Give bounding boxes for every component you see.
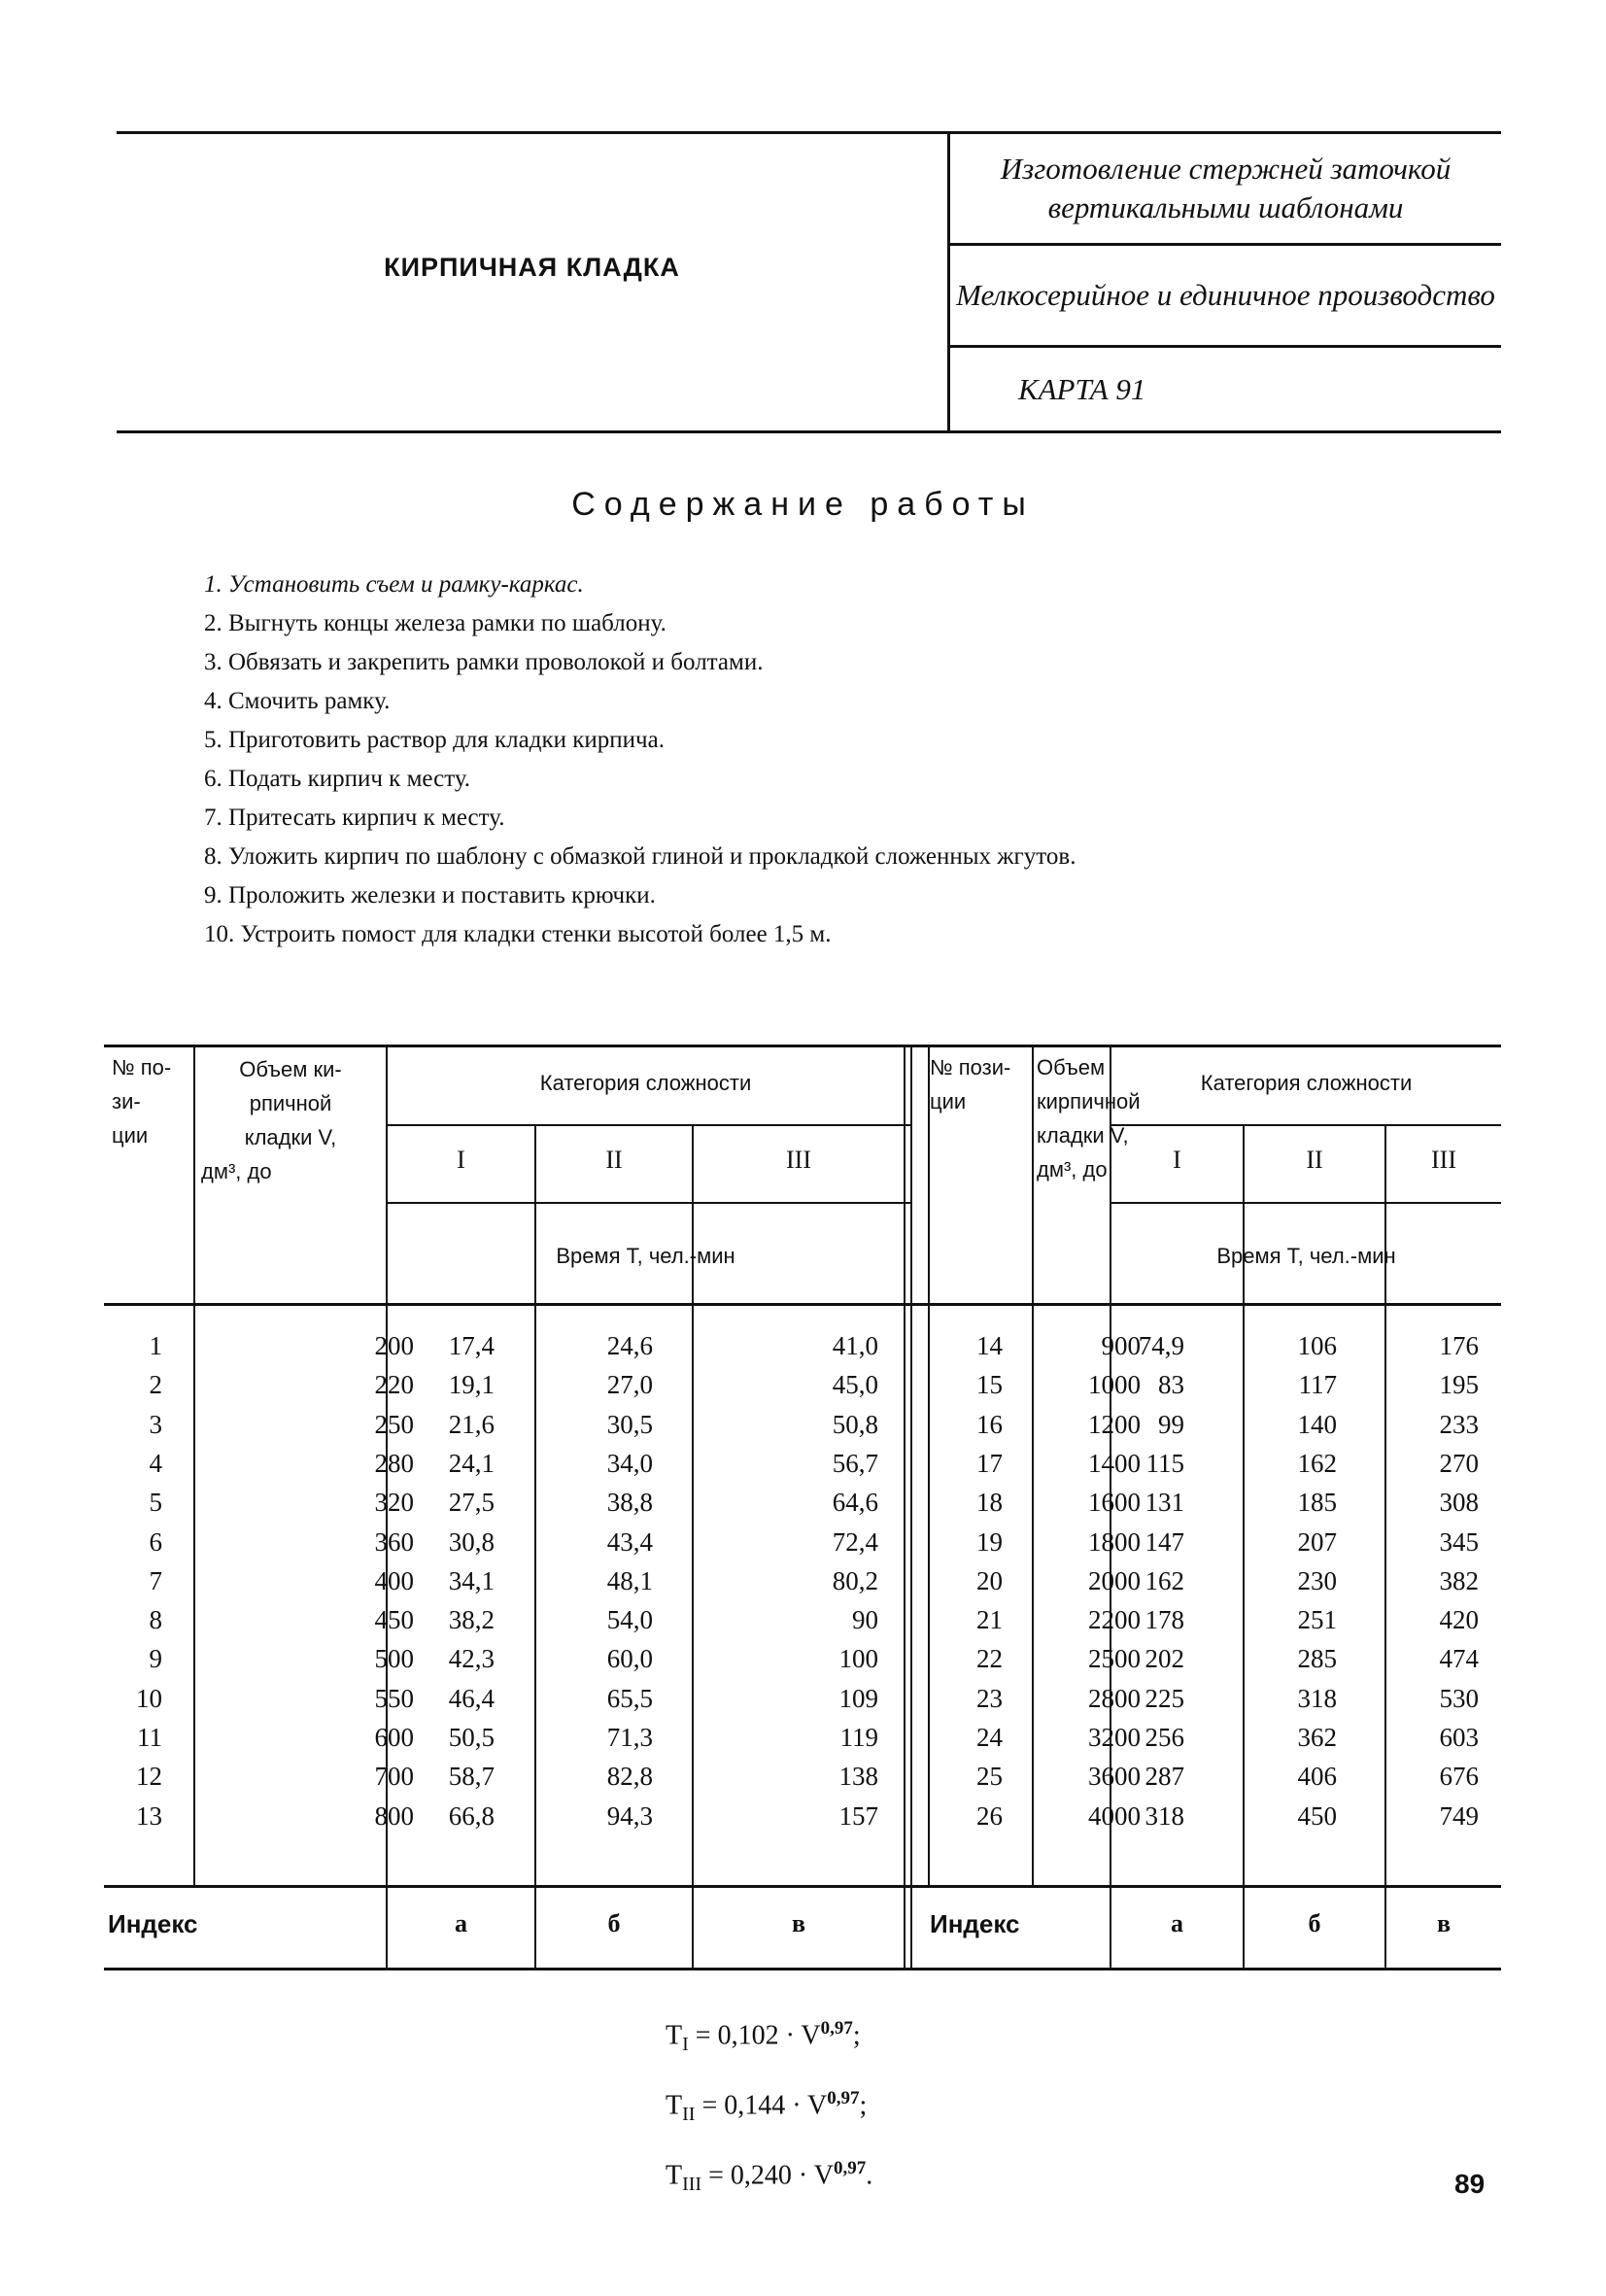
table-top-rule	[104, 1045, 1501, 1047]
index-b: б	[607, 1909, 621, 1937]
row-time-iii-left: 72,4	[832, 1526, 878, 1557]
row-position-left: 10	[136, 1683, 162, 1713]
row-position-left: 1	[149, 1331, 162, 1360]
cat-col-iii-right: III	[1431, 1146, 1456, 1174]
row-time-i-right: 83	[1158, 1370, 1184, 1400]
row-volume-right: 1000	[1088, 1370, 1141, 1400]
row-volume-right: 2000	[1088, 1565, 1141, 1595]
work-step: 10. Устроить помост для кладки стенки высотой более 1,5 м.	[204, 921, 832, 947]
header-line: Объем	[1037, 1055, 1106, 1079]
work-step: 7. Притесать кирпич к месту.	[204, 805, 505, 831]
row-time-ii-left: 54,0	[606, 1605, 653, 1635]
row-time-i-right: 202	[1145, 1644, 1184, 1674]
formula-ii: $T_{II} = 0,144 \cdot V^{0,97}$;	[666, 2087, 868, 2125]
row-time-i-right: 99	[1158, 1409, 1184, 1439]
row-position-right: 14	[976, 1331, 1003, 1360]
row-time-i-left: 58,7	[448, 1762, 495, 1792]
row-time-i-right: 287	[1145, 1762, 1184, 1792]
formula-body: = 0,240 · V	[708, 2160, 834, 2191]
row-time-iii-left: 56,7	[832, 1448, 878, 1478]
row-time-iii-right: 530	[1439, 1683, 1479, 1713]
row-volume-right: 3600	[1088, 1762, 1141, 1792]
row-volume-right: 2200	[1088, 1605, 1141, 1635]
row-time-iii-right: 382	[1439, 1565, 1479, 1595]
row-volume-right: 4000	[1088, 1800, 1141, 1831]
row-time-ii-right: 285	[1297, 1644, 1337, 1674]
card-number: КАРТА 91	[1018, 371, 1146, 406]
row-time-iii-right: 603	[1439, 1723, 1479, 1752]
formula-exponent: 0,97	[820, 2018, 853, 2039]
formula-end: ;	[852, 2020, 861, 2051]
row-time-i-left: 50,5	[448, 1723, 495, 1752]
row-time-iii-left: 64,6	[832, 1488, 878, 1518]
work-step: 4. Смочить рамку.	[204, 688, 391, 714]
row-time-i-left: 38,2	[448, 1605, 495, 1635]
row-volume-right: 1800	[1088, 1526, 1141, 1557]
row-time-ii-left: 65,5	[606, 1683, 653, 1713]
row-position-right: 19	[976, 1526, 1003, 1557]
row-time-iii-left: 45,0	[832, 1370, 878, 1400]
category-header-left: Категория сложности	[539, 1071, 752, 1095]
row-time-iii-left: 100	[838, 1644, 878, 1674]
page-number: 89	[1454, 2169, 1486, 2199]
row-position-left: 3	[149, 1409, 162, 1439]
row-time-ii-left: 34,0	[606, 1448, 653, 1478]
index-b-right: б	[1308, 1909, 1321, 1937]
formula-subscript: I	[682, 2033, 689, 2055]
category-header-right: Категория сложности	[1200, 1071, 1413, 1095]
col-rule-double	[904, 1045, 906, 1970]
row-volume-left: 600	[374, 1723, 414, 1752]
row-time-iii-right: 233	[1439, 1409, 1479, 1439]
row-volume-right: 2800	[1088, 1683, 1141, 1713]
time-header-left: Время T, чел.-мин	[556, 1244, 735, 1268]
header-line: ции	[112, 1123, 149, 1148]
row-volume-right: 1400	[1088, 1448, 1141, 1478]
row-time-ii-right: 450	[1297, 1800, 1337, 1831]
row-position-left: 11	[137, 1723, 162, 1752]
cat-col-ii: II	[605, 1146, 623, 1174]
row-position-left: 2	[149, 1370, 162, 1400]
work-step: 2. Выгнуть концы железа рамки по шаблону.	[204, 610, 666, 636]
formula-body: = 0,102 · V	[695, 2020, 821, 2051]
row-time-i-right: 225	[1145, 1683, 1184, 1713]
pos-header-left	[112, 1050, 171, 1152]
row-position-right: 18	[976, 1488, 1003, 1518]
row-position-right: 25	[976, 1762, 1003, 1792]
header-line: Объем ки-	[239, 1057, 342, 1081]
formula-body: = 0,144 · V	[701, 2090, 828, 2121]
row-volume-left: 500	[374, 1644, 414, 1674]
row-time-iii-left: 109	[838, 1683, 878, 1713]
row-time-iii-left: 138	[838, 1762, 878, 1792]
row-volume-right: 1200	[1088, 1409, 1141, 1439]
row-volume-right: 3200	[1088, 1723, 1141, 1752]
row-position-right: 26	[976, 1800, 1003, 1831]
index-top-rule	[104, 1885, 1501, 1888]
formula-i: $T_I = 0,102 \cdot V^{0,97}$;	[666, 2018, 861, 2055]
header-line: кладки V,	[1037, 1123, 1129, 1148]
row-time-iii-right: 270	[1439, 1448, 1479, 1478]
row-time-i-right: 178	[1145, 1605, 1184, 1635]
row-time-ii-left: 27,0	[606, 1370, 653, 1400]
row-time-iii-right: 176	[1439, 1331, 1479, 1360]
index-label-right: Индекс	[930, 1909, 1020, 1938]
category-rule-left	[386, 1124, 910, 1126]
row-time-i-left: 30,8	[448, 1526, 495, 1557]
row-position-right: 24	[976, 1723, 1003, 1752]
formula-exponent: 0,97	[833, 2157, 867, 2178]
formulas	[666, 2002, 872, 2211]
header-line: зи-	[112, 1089, 141, 1114]
row-time-ii-left: 48,1	[606, 1565, 653, 1595]
row-time-i-right: 256	[1145, 1723, 1184, 1752]
row-time-ii-right: 117	[1298, 1370, 1337, 1400]
row-position-right: 20	[976, 1565, 1003, 1595]
row-time-i-left: 46,4	[448, 1683, 495, 1713]
work-step: 3. Обвязать и закрепить рамки проволокой и болтами.	[204, 649, 764, 675]
row-position-left: 13	[136, 1800, 162, 1831]
row-time-iii-right: 345	[1439, 1526, 1479, 1557]
work-content-title: Содержание работы	[571, 486, 1035, 523]
section-cell	[117, 134, 950, 430]
time-norms-table	[104, 1045, 1501, 1974]
row-position-left: 7	[149, 1565, 162, 1595]
header-line: кладки V,	[244, 1125, 337, 1149]
pos-header-right	[930, 1050, 1010, 1118]
work-step: 8. Уложить кирпич по шаблону с обмазкой глиной и прокладкой сложенных жгутов.	[204, 843, 1076, 870]
row-volume-left: 400	[374, 1565, 414, 1595]
formula-end: ;	[859, 2090, 868, 2121]
header-line: рпичной	[249, 1091, 332, 1115]
row-time-i-right: 131	[1145, 1488, 1184, 1518]
row-time-ii-left: 94,3	[606, 1800, 653, 1831]
row-position-left: 9	[149, 1644, 162, 1674]
row-position-right: 16	[976, 1409, 1003, 1439]
index-a: а	[455, 1909, 467, 1937]
row-time-ii-left: 43,4	[606, 1526, 653, 1557]
row-time-i-left: 27,5	[448, 1488, 495, 1518]
row-time-i-left: 66,8	[448, 1800, 495, 1831]
row-time-iii-right: 420	[1439, 1605, 1479, 1635]
row-time-iii-left: 90	[852, 1605, 878, 1635]
row-time-ii-right: 162	[1297, 1448, 1337, 1478]
row-time-iii-right: 676	[1439, 1762, 1479, 1792]
time-header-right: Время T, чел.-мин	[1216, 1244, 1396, 1268]
index-v: в	[791, 1909, 806, 1937]
row-time-i-right: 147	[1145, 1526, 1184, 1557]
row-volume-left: 360	[374, 1526, 414, 1557]
formula-exponent: 0,97	[827, 2087, 860, 2108]
row-time-ii-left: 38,8	[606, 1488, 653, 1518]
row-time-ii-right: 230	[1297, 1565, 1337, 1595]
row-time-i-right: 74,9	[1138, 1331, 1184, 1360]
header-line: ции	[930, 1089, 967, 1114]
index-v-right: в	[1436, 1909, 1452, 1937]
header-bottom-rule	[104, 1303, 1501, 1306]
row-time-i-right: 318	[1145, 1800, 1184, 1831]
row-volume-left: 250	[374, 1409, 414, 1439]
row-time-iii-right: 749	[1439, 1800, 1479, 1831]
col-rule-double	[910, 1045, 912, 1970]
row-time-ii-left: 82,8	[606, 1762, 653, 1792]
row-time-iii-right: 195	[1439, 1370, 1479, 1400]
formula-end: .	[866, 2160, 873, 2191]
row-time-i-right: 115	[1145, 1448, 1184, 1478]
row-volume-left: 220	[374, 1370, 414, 1400]
row-position-right: 15	[976, 1370, 1003, 1400]
row-position-left: 6	[149, 1526, 162, 1557]
row-volume-left: 450	[374, 1605, 414, 1635]
row-position-right: 17	[976, 1448, 1003, 1478]
time-rule-right	[1110, 1202, 1501, 1204]
row-volume-left: 700	[374, 1762, 414, 1792]
row-time-ii-right: 140	[1297, 1409, 1337, 1439]
row-position-right: 21	[976, 1605, 1003, 1635]
cat-col-iii: III	[786, 1146, 811, 1174]
row-time-i-left: 17,4	[448, 1331, 495, 1360]
row-time-ii-left: 24,6	[606, 1331, 653, 1360]
row-time-ii-right: 251	[1297, 1605, 1337, 1635]
formula-iii: $T_{III} = 0,240 \cdot V^{0,97}$.	[666, 2157, 873, 2195]
formula-subscript: II	[682, 2103, 696, 2125]
row-position-right: 22	[976, 1644, 1003, 1674]
time-rule-left	[386, 1202, 910, 1204]
row-time-ii-right: 185	[1297, 1488, 1337, 1518]
row-time-ii-right: 207	[1297, 1526, 1337, 1557]
work-step: 1. Установить съем и рамку-каркас.	[204, 571, 584, 598]
row-volume-left: 800	[374, 1800, 414, 1831]
row-time-iii-right: 474	[1439, 1644, 1479, 1674]
row-time-ii-left: 71,3	[606, 1723, 653, 1752]
row-time-i-left: 24,1	[448, 1448, 495, 1478]
header-line: дм³, до	[1037, 1157, 1108, 1182]
row-position-left: 8	[149, 1605, 162, 1635]
row-time-i-left: 19,1	[448, 1370, 495, 1400]
work-step: 6. Подать кирпич к месту.	[204, 766, 471, 792]
row-volume-left: 200	[374, 1331, 414, 1360]
row-volume-right: 2500	[1088, 1644, 1141, 1674]
card-header	[117, 131, 1501, 433]
row-time-ii-right: 106	[1297, 1331, 1337, 1360]
header-info	[950, 134, 1501, 430]
row-volume-right: 1600	[1088, 1488, 1141, 1518]
work-step: 5. Приготовить раствор для кладки кирпича.	[204, 727, 665, 753]
row-time-i-left: 21,6	[448, 1409, 495, 1439]
row-time-ii-right: 362	[1297, 1723, 1337, 1752]
row-time-iii-left: 41,0	[832, 1331, 878, 1360]
row-time-ii-right: 406	[1297, 1762, 1337, 1792]
row-time-i-right: 162	[1145, 1565, 1184, 1595]
header-line: дм³, до	[201, 1159, 272, 1183]
operation-title: Изготовление стержней заточкой вертикальными шаблонами	[950, 134, 1501, 246]
cat-col-ii-right: II	[1306, 1146, 1323, 1174]
cat-col-i-right: I	[1173, 1146, 1181, 1174]
row-volume-left: 280	[374, 1448, 414, 1478]
row-position-right: 23	[976, 1683, 1003, 1713]
work-step: 9. Проложить железки и поставить крючки.	[204, 882, 656, 908]
row-time-ii-left: 30,5	[606, 1409, 653, 1439]
row-time-iii-left: 80,2	[832, 1565, 878, 1595]
section-title: КИРПИЧНАЯ КЛАДКА	[384, 253, 680, 282]
row-volume-right: 900	[1101, 1331, 1141, 1360]
header-line: кирпичной	[1037, 1089, 1141, 1114]
row-volume-left: 320	[374, 1488, 414, 1518]
table-bottom-rule	[104, 1968, 1501, 1970]
index-label-left: Индекс	[108, 1909, 198, 1938]
row-time-i-left: 42,3	[448, 1644, 495, 1674]
header-line: № по-	[112, 1055, 172, 1079]
index-a-right: а	[1171, 1909, 1183, 1937]
row-position-left: 12	[136, 1762, 162, 1792]
header-line: № пози-	[930, 1055, 1011, 1079]
cat-col-i: I	[457, 1146, 465, 1174]
production-type: Мелкосерийное и единичное производство	[950, 246, 1501, 348]
category-rule-right	[1110, 1124, 1501, 1126]
row-time-ii-right: 318	[1297, 1683, 1337, 1713]
row-position-left: 4	[149, 1448, 162, 1478]
row-time-iii-left: 157	[838, 1800, 878, 1831]
row-volume-left: 550	[374, 1683, 414, 1713]
row-time-i-left: 34,1	[448, 1565, 495, 1595]
work-steps-list	[204, 565, 1076, 954]
row-position-left: 5	[149, 1488, 162, 1518]
row-time-iii-left: 50,8	[832, 1409, 878, 1439]
row-time-ii-left: 60,0	[606, 1644, 653, 1674]
row-time-iii-right: 308	[1439, 1488, 1479, 1518]
row-time-iii-left: 119	[839, 1723, 878, 1752]
formula-subscript: III	[682, 2173, 702, 2195]
volume-header-left	[195, 1052, 386, 1188]
